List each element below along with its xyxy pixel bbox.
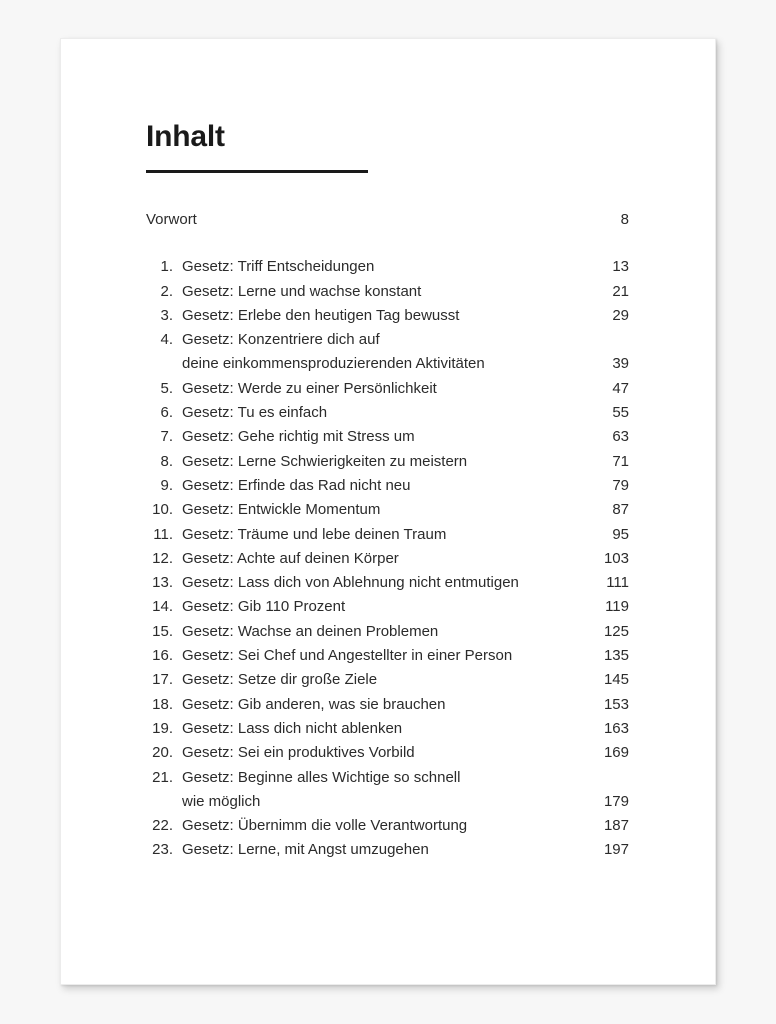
toc-entry-title: Gesetz: Lass dich nicht ablenken (182, 719, 403, 737)
toc-entry[interactable] (146, 425, 629, 449)
toc-entry-page: 47 (612, 379, 629, 397)
toc-entry[interactable] (146, 498, 629, 522)
toc-entry-number: 2. (160, 282, 173, 300)
toc-entry-title: Gesetz: Gehe richtig mit Stress um (182, 428, 415, 446)
toc-entry[interactable] (146, 693, 629, 717)
toc-entry-title: Gesetz: Gib anderen, was sie brauchen (182, 695, 446, 713)
toc-entry-number: 18. (152, 695, 173, 713)
toc-entry-page: 63 (612, 428, 629, 446)
toc-entry-vorwort[interactable] (146, 208, 629, 232)
toc-entry-title: Gesetz: Übernimm die volle Verantwortung (182, 817, 468, 835)
toc-entry-number: 4. (160, 331, 173, 349)
heading-divider (146, 170, 368, 173)
toc-entry[interactable] (146, 255, 629, 279)
toc-entry[interactable] (146, 741, 629, 765)
toc-entry-page: 163 (603, 719, 629, 737)
toc-entry-page: 71 (612, 452, 629, 470)
toc-entry-page: 79 (612, 476, 629, 494)
toc-entry-title: Gesetz: Sei ein produktives Vorbild (182, 744, 415, 762)
toc-entry-number: 8. (160, 452, 173, 470)
toc-entry[interactable] (146, 280, 629, 304)
toc-entry[interactable] (146, 571, 629, 595)
toc-entry-page: 21 (612, 282, 629, 300)
toc-entry-label: Vorwort (146, 211, 197, 228)
toc-entry[interactable] (146, 547, 629, 571)
toc-entry-title-continued: deine einkommensproduzierenden Aktivitäten (182, 355, 485, 373)
page-sheet (60, 38, 716, 985)
toc-entry-number: 7. (160, 428, 173, 446)
toc-entry-page: 119 (605, 598, 629, 616)
toc-entry-page: 29 (612, 306, 629, 324)
page-title: Inhalt (146, 120, 225, 153)
toc-entry-title: Gesetz: Erlebe den heutigen Tag bewusst (182, 306, 460, 324)
toc-entry[interactable] (146, 717, 629, 741)
toc-entry-number: 20. (152, 744, 173, 762)
toc-entry[interactable] (146, 644, 629, 668)
toc-entry[interactable] (146, 377, 629, 401)
toc-entry-number: 15. (152, 622, 173, 640)
toc-entry-number: 16. (152, 647, 173, 665)
toc-entry-number: 1. (160, 258, 173, 276)
toc-entry-title: Gesetz: Lerne Schwierigkeiten zu meistern (182, 452, 468, 470)
toc-entry-page: 111 (606, 574, 629, 592)
toc-entry-page: 103 (603, 549, 629, 567)
toc-entry-title: Gesetz: Werde zu einer Persönlichkeit (182, 379, 437, 397)
toc-entry-title: Gesetz: Sei Chef und Angestellter in einer Person (182, 647, 513, 665)
toc-entry[interactable] (146, 595, 629, 619)
toc-entry-title: Gesetz: Setze dir große Ziele (182, 671, 378, 689)
toc-entry-title: Gesetz: Triff Entscheidungen (182, 258, 375, 276)
toc-entry-number: 10. (152, 501, 173, 519)
toc-entry-page: 197 (603, 841, 629, 859)
toc-entry[interactable] (146, 450, 629, 474)
toc-entry[interactable] (146, 474, 629, 498)
toc-entry-title: Gesetz: Tu es einfach (182, 404, 328, 422)
toc-entry-title: Gesetz: Lerne, mit Angst umzugehen (182, 841, 429, 859)
toc-entry[interactable] (146, 668, 629, 692)
toc-entry-number: 14. (152, 598, 173, 616)
toc-entry-continuation[interactable] (146, 790, 629, 814)
toc-entry-number: 3. (160, 306, 173, 324)
toc-entry-number: 9. (160, 476, 173, 494)
toc-entry-page: 39 (612, 355, 629, 373)
toc-entry-number: 17. (152, 671, 173, 689)
toc-entry[interactable] (146, 838, 629, 862)
toc-entry-title: Gesetz: Beginne alles Wichtige so schnell (182, 768, 461, 786)
toc-entry-page: 55 (612, 404, 629, 422)
toc-entry-number: 12. (152, 549, 173, 567)
toc-entry-number: 13. (152, 574, 173, 592)
toc-entry-number: 5. (160, 379, 173, 397)
toc-entry-list (146, 255, 629, 862)
toc-entry-title: Gesetz: Wachse an deinen Problemen (182, 622, 439, 640)
toc-entry-page: 179 (603, 792, 629, 810)
toc-entry-page: 153 (603, 695, 629, 713)
toc-entry-number: 19. (152, 719, 173, 737)
toc-entry-continuation[interactable] (146, 352, 629, 376)
toc-entry-page: 8 (620, 211, 629, 228)
table-of-contents (146, 208, 629, 863)
toc-entry-title: Gesetz: Träume und lebe deinen Traum (182, 525, 447, 543)
toc-entry-page: 95 (612, 525, 629, 543)
toc-entry-page: 135 (603, 647, 629, 665)
toc-entry-title: Gesetz: Lass dich von Ablehnung nicht entmutigen (182, 574, 519, 592)
toc-entry-number: 22. (152, 817, 173, 835)
toc-entry-number: 21. (152, 768, 173, 786)
toc-entry[interactable] (146, 620, 629, 644)
toc-entry-number: 6. (160, 404, 173, 422)
toc-entry-page: 145 (603, 671, 629, 689)
toc-entry-page: 187 (603, 817, 629, 835)
toc-entry-title: Gesetz: Gib 110 Prozent (182, 598, 346, 616)
toc-entry-page: 13 (612, 258, 629, 276)
toc-entry-page: 169 (603, 744, 629, 762)
toc-entry-number: 23. (152, 841, 173, 859)
toc-entry[interactable] (146, 766, 629, 790)
toc-entry-title: Gesetz: Erfinde das Rad nicht neu (182, 476, 411, 494)
toc-entry-title: Gesetz: Achte auf deinen Körper (182, 549, 399, 567)
toc-entry[interactable] (146, 401, 629, 425)
toc-entry[interactable] (146, 304, 629, 328)
toc-entry-title: Gesetz: Lerne und wachse konstant (182, 282, 422, 300)
toc-entry-title: Gesetz: Konzentriere dich auf (182, 331, 380, 349)
toc-entry[interactable] (146, 328, 629, 352)
toc-entry-page: 125 (603, 622, 629, 640)
toc-entry-number: 11. (153, 525, 173, 543)
toc-entry[interactable] (146, 523, 629, 547)
toc-entry-page: 87 (612, 501, 629, 519)
toc-entry-title: Gesetz: Entwickle Momentum (182, 501, 381, 519)
toc-entry-title-continued: wie möglich (182, 792, 261, 810)
toc-entry[interactable] (146, 814, 629, 838)
